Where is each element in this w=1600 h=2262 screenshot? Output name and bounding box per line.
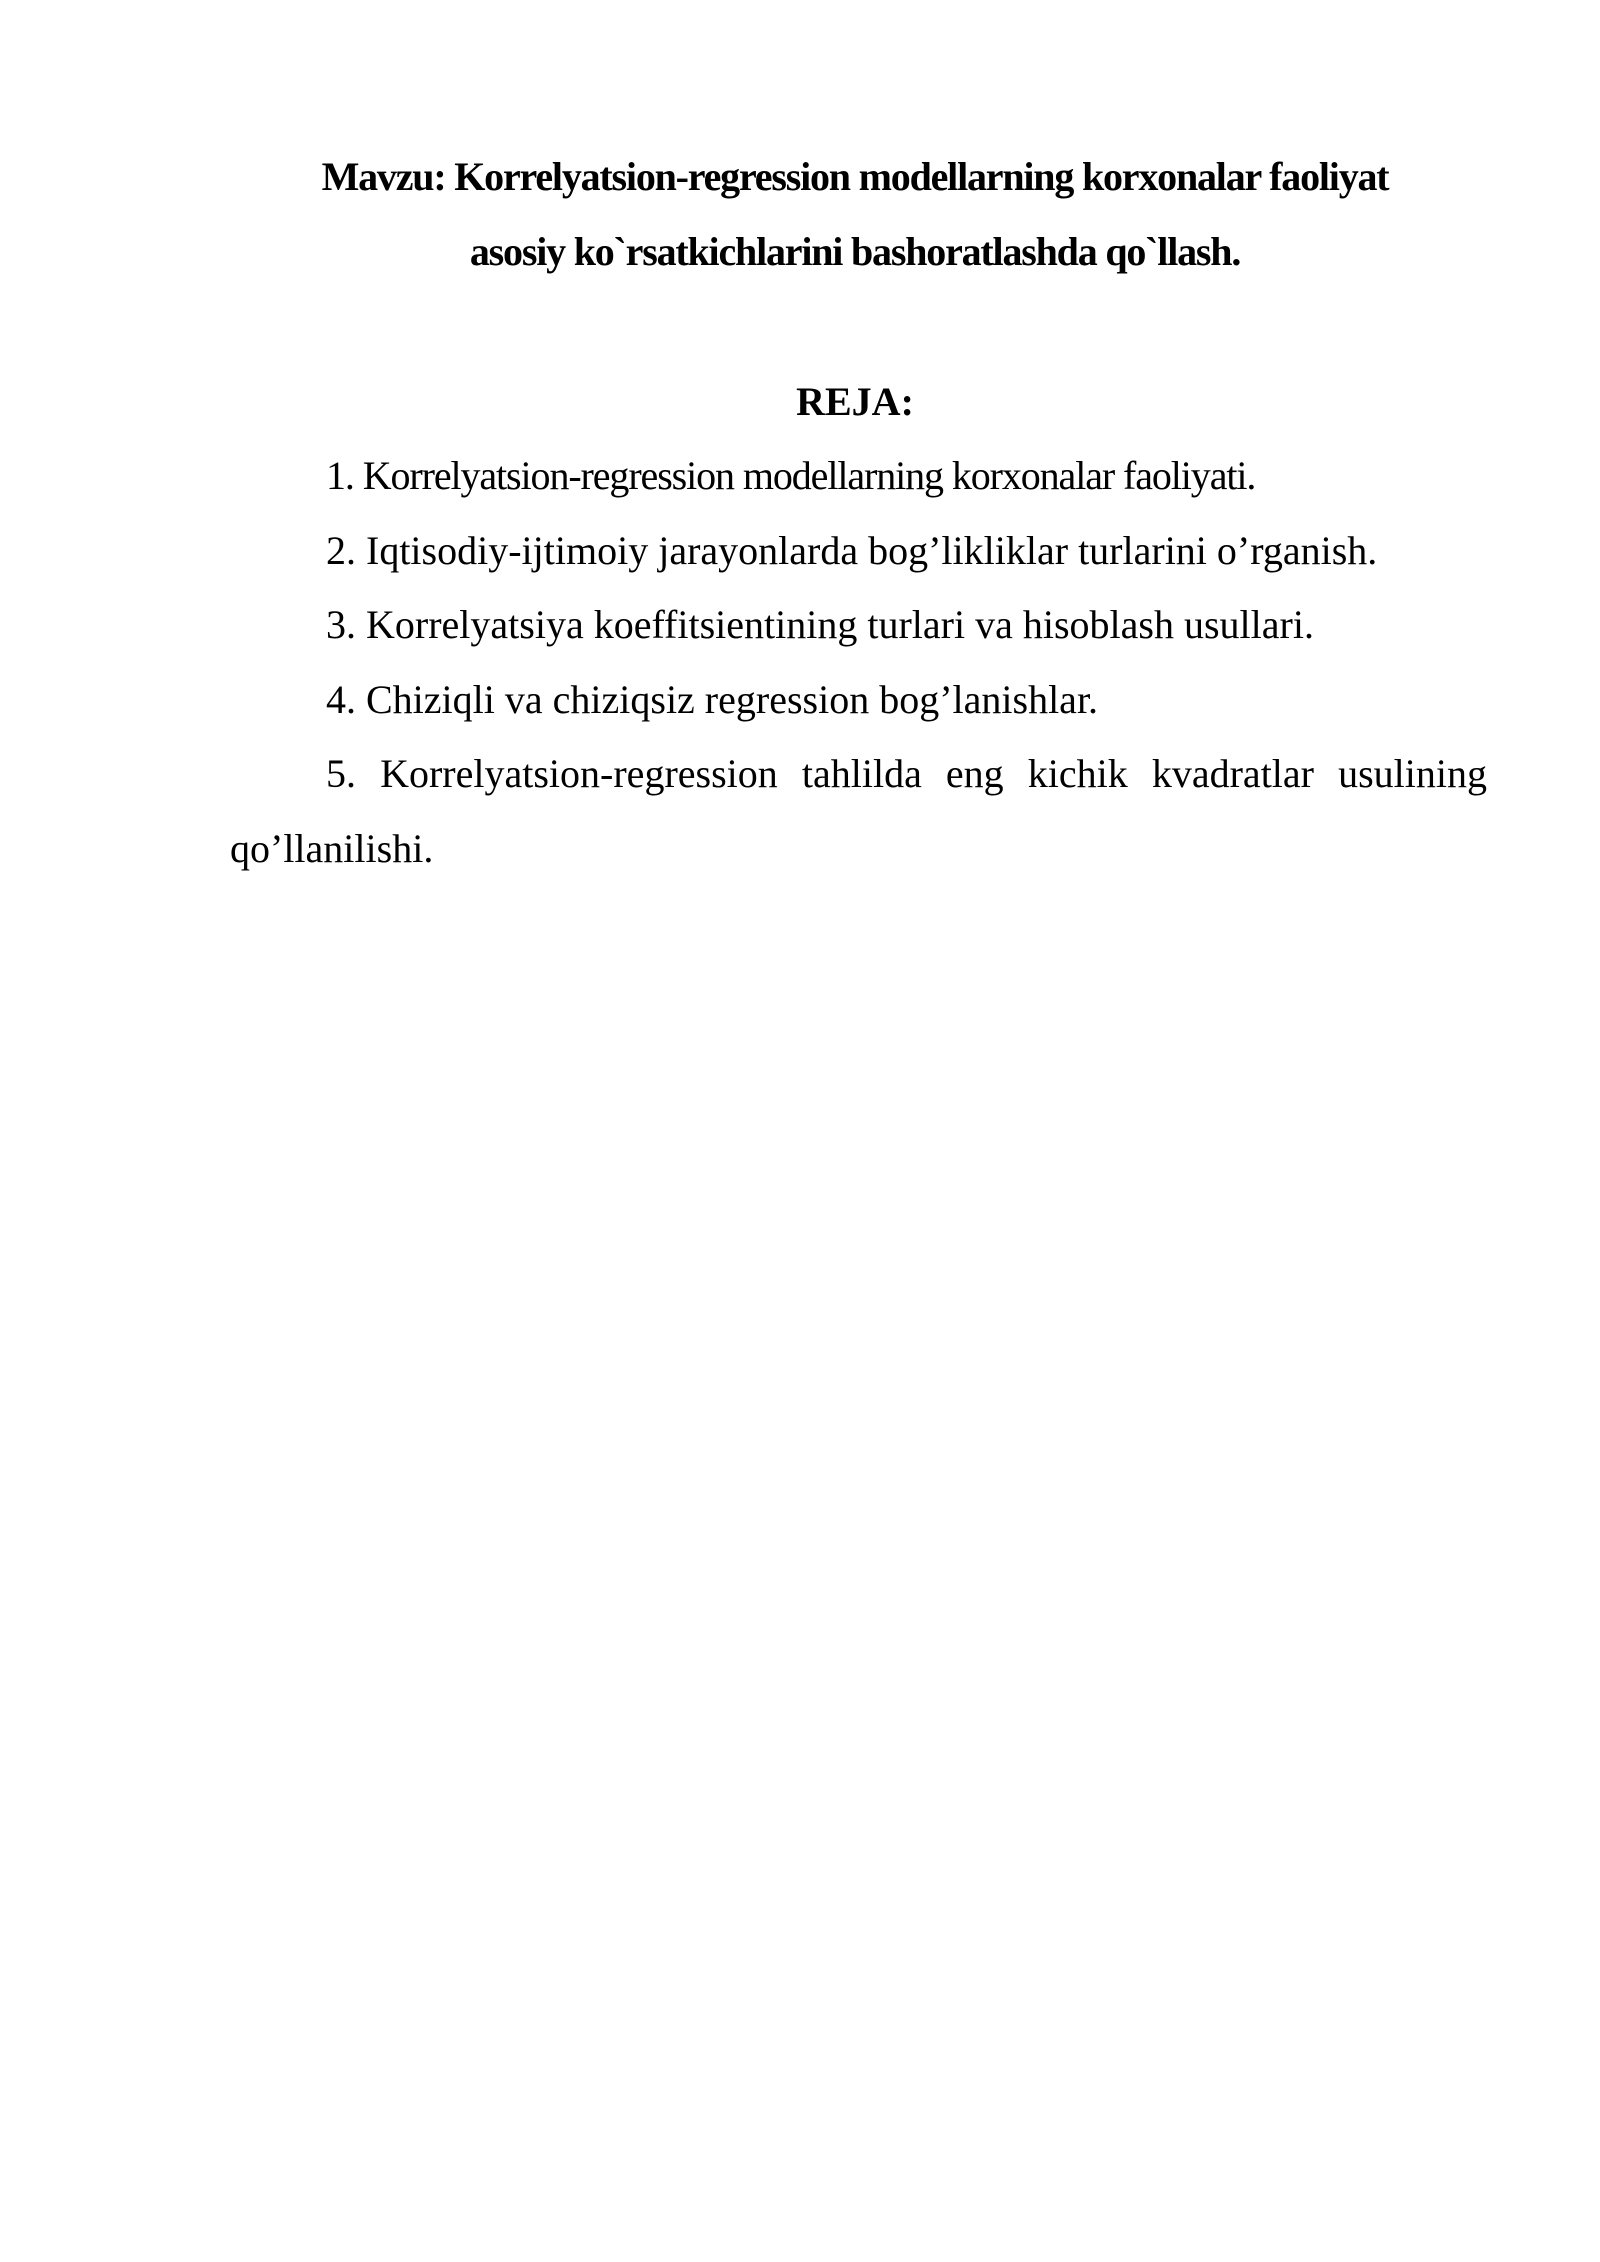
plan-item-4: 4. Chiziqli va chiziqsiz regression bog’lanishlar. — [326, 677, 1099, 722]
plan-item-5: 5. Korrelyatsion-regression tahlilda eng kichik kvadratlar usulining — [326, 751, 1487, 796]
title-line-1: Mavzu: Korrelyatsion-regression modellarning korxonalar faoliyat — [321, 154, 1389, 199]
title-line-2: asosiy ko`rsatkichlarini bashoratlashda qo`llash. — [469, 229, 1241, 274]
plan-item-2: 2. Iqtisodiy-ijtimoiy jarayonlarda bog’likliklar turlarini o’rganish. — [326, 528, 1378, 573]
plan-item-5-continuation: qo’llanilishi. — [230, 826, 434, 871]
plan-item-1: 1. Korrelyatsion-regression modellarning korxonalar faoliyati. — [326, 453, 1256, 498]
plan-item-3: 3. Korrelyatsiya koeffitsientining turlari va hisoblash usullari. — [326, 602, 1314, 647]
plan-heading: REJA: — [796, 379, 914, 424]
